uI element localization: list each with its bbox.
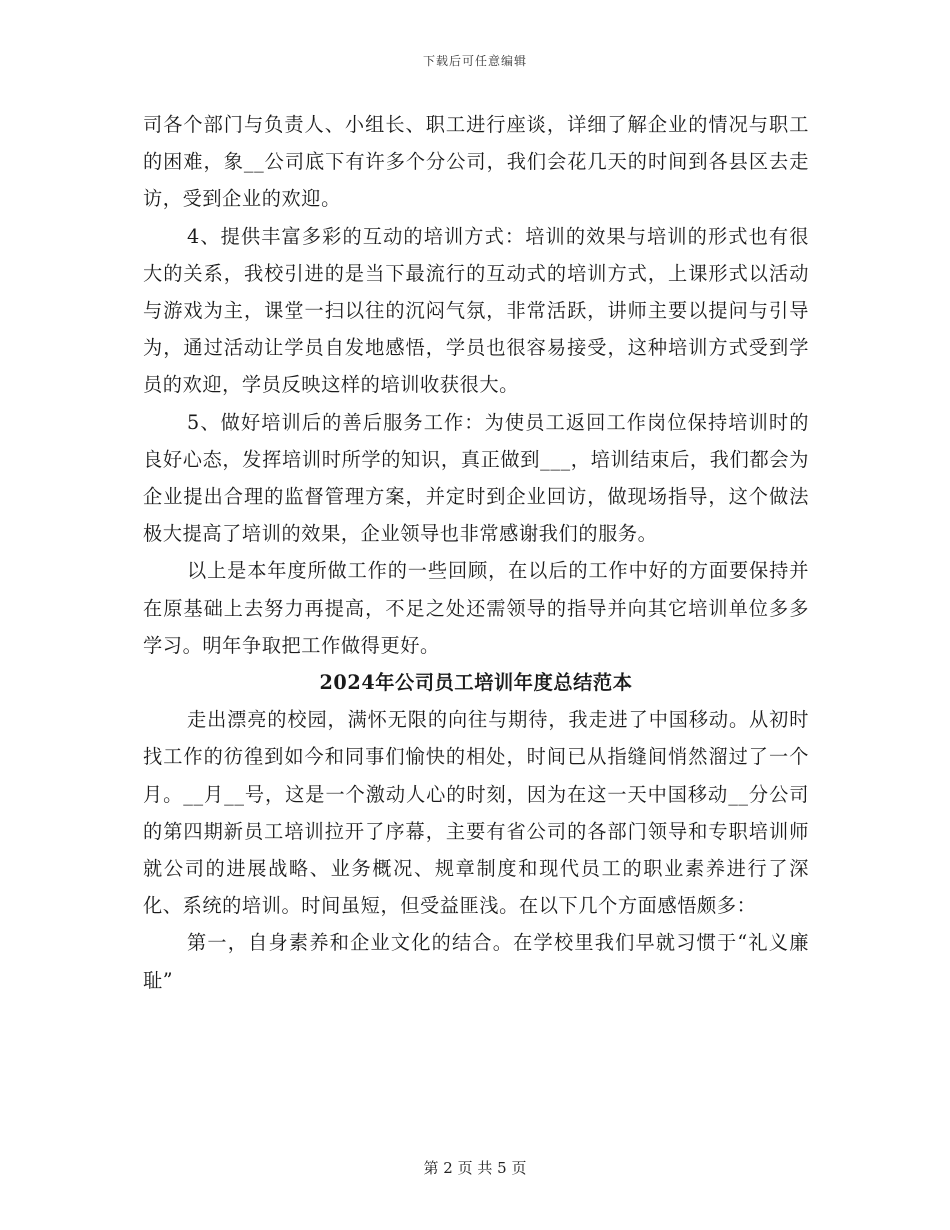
paragraph-section-intro: 走出漂亮的校园，满怀无限的向往与期待，我走进了中国移动。从初时找工作的彷徨到如今和同事们愉快的相处，时间已从指缝间悄然溜过了一个月。__月__号，这是一个激动人心的时刻，因为在这一天中国移动__分公司的第四期新员工培训拉开了序幕，主要有省公司的各部门领导和专职培训师就公司的进展战略、业务概况、规章制度和现代员工的职业素养进行了深化、系统的培训。时间虽短，但受益匪浅。在以下几个方面感悟颇多： bbox=[143, 708, 809, 918]
paragraph-item-4: 4、提供丰富多彩的互动的培训方式：培训的效果与培训的形式也有很大的关系，我校引进的是当下最流行的互动式的培训方式，上课形式以活动与游戏为主，课堂一扫以往的沉闷气氛，非常活跃，讲师主要以提问与引导为，通过活动让学员自发地感悟，学员也很容易接受，这种培训方式受到学员的欢迎，学员反映这样的培训收获很大。 bbox=[143, 224, 809, 397]
document-body bbox=[143, 106, 809, 999]
paragraph-section-first-point: 第一，自身素养和企业文化的结合。在学校里我们早就习惯于“礼义廉耻” bbox=[143, 931, 809, 992]
paragraph-item-5: 5、做好培训后的善后服务工作：为使员工返回工作岗位保持培训时的良好心态，发挥培训时所学的知识，真正做到___，培训结束后，我们都会为企业提出合理的监督管理方案，并定时到企业回访，做现场指导，这个做法极大提高了培训的效果，企业领导也非常感谢我们的服务。 bbox=[143, 410, 809, 546]
paragraph-closing: 以上是本年度所做工作的一些回顾，在以后的工作中好的方面要保持并在原基础上去努力再提高，不足之处还需领导的指导并向其它培训单位多多学习。明年争取把工作做得更好。 bbox=[143, 559, 809, 657]
paragraph-intro-continuation: 司各个部门与负责人、小组长、职工进行座谈，详细了解企业的情况与职工的困难，象__公司底下有许多个分公司，我们会花几天的时间到各县区去走访，受到企业的欢迎。 bbox=[143, 113, 809, 211]
header-note: 下载后可任意编辑 bbox=[422, 54, 527, 68]
page-number: 第 2 页 共 5 页 bbox=[423, 1159, 527, 1177]
section-title: 2024年公司员工培训年度总结范本 bbox=[319, 671, 633, 695]
